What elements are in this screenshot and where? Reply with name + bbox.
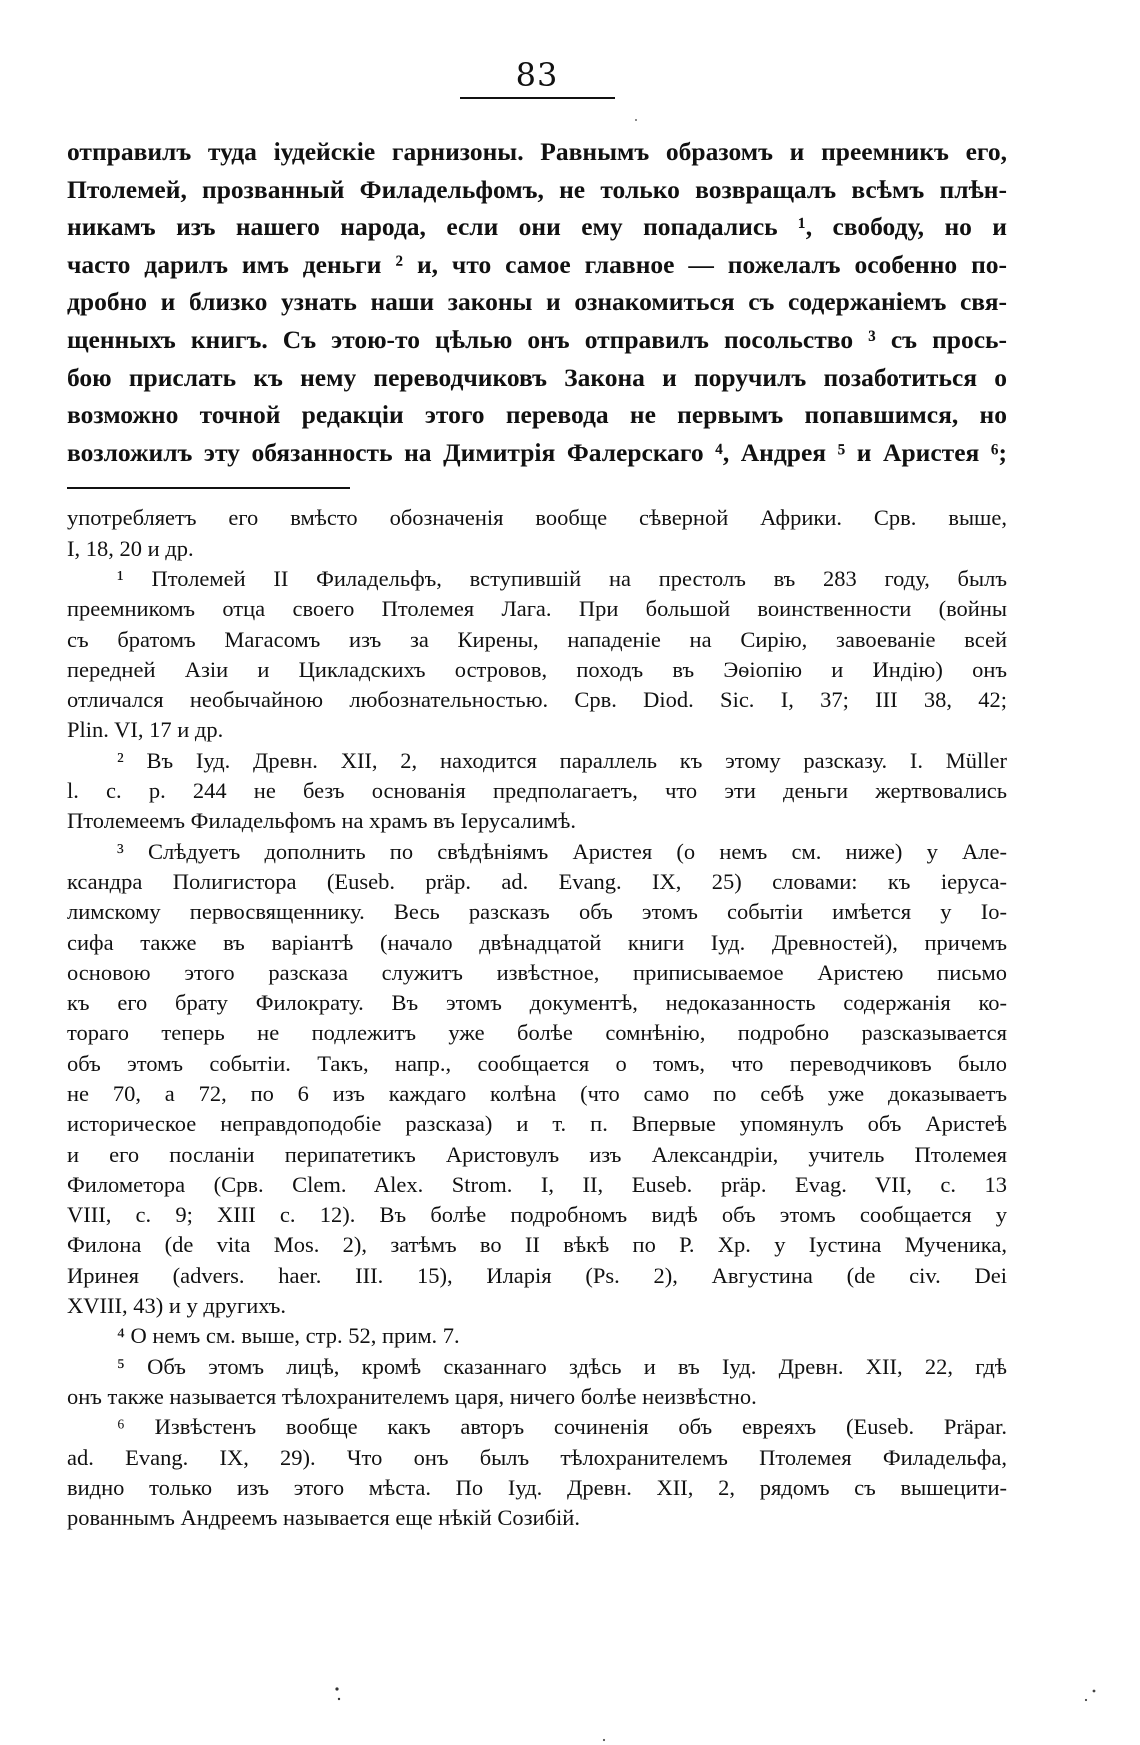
footnote-line: ⁵ Объ этомъ лицѣ, кромѣ сказаннаго здѣсь и въ Іуд. Древн. XII, 22, гдѣ [117, 1353, 1007, 1379]
page-number-text: 83 [515, 56, 559, 94]
footnote-line: употребляетъ его вмѣсто обозначенія вообще сѣверной Африки. Срв. выше, [67, 505, 1007, 531]
footnote-line: преемникомъ отца своего Птолемея Лага. При большой воинственности (войны [67, 596, 1007, 622]
main-text-line: дробно и близко узнать наши законы и ознакомиться съ содержаніемъ свя- [67, 287, 1007, 317]
footnote-line: основою этого разсказа служитъ извѣстное, приписываемое Аристею письмо [67, 959, 1007, 985]
page-number [67, 55, 1007, 95]
main-text-line: бою прислать къ нему переводчиковъ Закона и поручилъ позаботиться о [67, 362, 1007, 392]
footnote-line: онъ также называется тѣлохранителемъ царя, ничего болѣе неизвѣстно. [67, 1383, 757, 1409]
main-text-line: отправилъ туда іудейскіе гарнизоны. Равнымъ образомъ и преемникъ его, [67, 137, 1007, 166]
footnote-line: съ братомъ Магасомъ изъ за Кирены, нападеніе на Сирію, завоеваніе всей [67, 626, 1007, 652]
footnote-line: историческое неправдоподобіе разсказа) и т. п. Впервые упомянулъ объ Аристеѣ [67, 1111, 1007, 1137]
footnote-line: рованнымъ Андреемъ называется еще нѣкій Созибій. [67, 1505, 580, 1531]
footnote-line: l. c. p. 244 не безъ основанія предполагаетъ, что эти деньги жертвовались [67, 778, 1007, 804]
main-text-line: возможно точной редакціи этого перевода не первымъ попавшимся, но [67, 400, 1007, 430]
footnote-line: ⁴ О немъ см. выше, стр. 52, прим. 7. [117, 1323, 460, 1349]
footnote-line: ¹ Птолемей II Филадельфъ, вступившій на престолъ въ 283 году, былъ [117, 565, 1007, 591]
footnote-line: Plin. VI, 17 и др. [67, 717, 224, 743]
footnote-line: къ его брату Филократу. Въ этомъ документѣ, недоказанность содержанія ко- [67, 990, 1007, 1016]
footnote-line: ³ Слѣдуетъ дополнить по свѣдѣніямъ Аристея (о немъ см. ниже) у Але- [117, 838, 1007, 864]
footnote-line: Иринея (advers. haer. III. 15), Иларія (Ps. 2), Августина (de civ. Dei [67, 1262, 1007, 1288]
footnote-line: объ этомъ событіи. Такъ, напр., сообщается о томъ, что переводчиковъ было [67, 1050, 1007, 1076]
footnote-line: VIII, c. 9; XIII c. 12). Въ болѣе подробномъ видѣ объ этомъ сообщается у [67, 1202, 1007, 1228]
footnote-line: передней Азіи и Цикладскихъ островов, походъ въ Эѳіопію и Индію) онъ [67, 656, 1007, 682]
main-text-line: никамъ изъ нашего народа, если они ему попадались ¹, свободу, но и [67, 212, 1007, 242]
footnote-separator [67, 487, 350, 489]
footnote-line: сифа также въ варіантѣ (начало двѣнадцатой книги Іуд. Древностей), причемъ [67, 929, 1007, 955]
footnote-line: ксандра Полигистора (Euseb. präp. ad. Evang. IX, 25) словами: къ іеруса- [67, 868, 1007, 894]
footnote-line: Филона (de vita Mos. 2), затѣмъ во II вѣкѣ по Р. Хр. у Іустина Мученика, [67, 1232, 1007, 1258]
footnote-line: лимскому первосвященнику. Весь разсказъ объ этомъ событіи имѣется у Іо- [67, 899, 1007, 925]
footnote-line: ad. Evang. IX, 29). Что онъ былъ тѣлохранителемъ Птолемея Филадельфа, [67, 1444, 1007, 1470]
main-text-line: возложилъ эту обязанность на Димитрія Фалерскаго ⁴, Андрея ⁵ и Аристея ⁶; [67, 437, 1007, 467]
header-rule [460, 97, 615, 99]
footnote-line: Птолемеемъ Филадельфомъ на храмъ въ Іерусалимѣ. [67, 808, 576, 834]
footnote-line: отличался необычайною любознательностью. Срв. Diod. Sic. I, 37; III 38, 42; [67, 687, 1007, 713]
footnotes-section [67, 503, 1007, 1533]
footnote-line: и его посланіи перипатетикъ Аристовулъ изъ Александріи, учитель Птолемея [67, 1141, 1007, 1167]
footnote-line: ⁶ Извѣстенъ вообще какъ авторъ сочиненія объ евреяхъ (Euseb. Präpar. [117, 1414, 1007, 1440]
main-text-line: Птолемей, прозванный Филадельфомъ, не только возвращалъ всѣмъ плѣн- [67, 174, 1007, 204]
footnote-line: Филометора (Срв. Clem. Alex. Strom. I, II, Euseb. präp. Evag. VII, c. 13 [67, 1171, 1007, 1197]
main-text-line: часто дарилъ имъ деньги ² и, что самое главное — пожелалъ особенно по- [67, 249, 1007, 279]
main-text-line: щенныхъ книгъ. Съ этою-то цѣлью онъ отправилъ посольство ³ съ прось- [67, 324, 1007, 354]
footnote-line: видно только изъ этого мѣста. По Іуд. Древн. XII, 2, рядомъ съ вышецити- [67, 1474, 1007, 1500]
footnote-line: не 70, а 72, по 6 изъ каждаго колѣна (что само по себѣ уже доказываетъ [67, 1080, 1007, 1106]
main-text-body [67, 133, 1007, 471]
footnote-line: тораго теперь не подлежитъ уже болѣе сомнѣнію, подробно разсказывается [67, 1020, 1007, 1046]
footnote-line: ² Въ Іуд. Древн. XII, 2, находится параллель къ этому разсказу. I. Müller [117, 747, 1007, 773]
footnote-line: I, 18, 20 и др. [67, 535, 194, 561]
footnote-line: XVIII, 43) и у другихъ. [67, 1293, 286, 1319]
book-page [67, 55, 1007, 1533]
